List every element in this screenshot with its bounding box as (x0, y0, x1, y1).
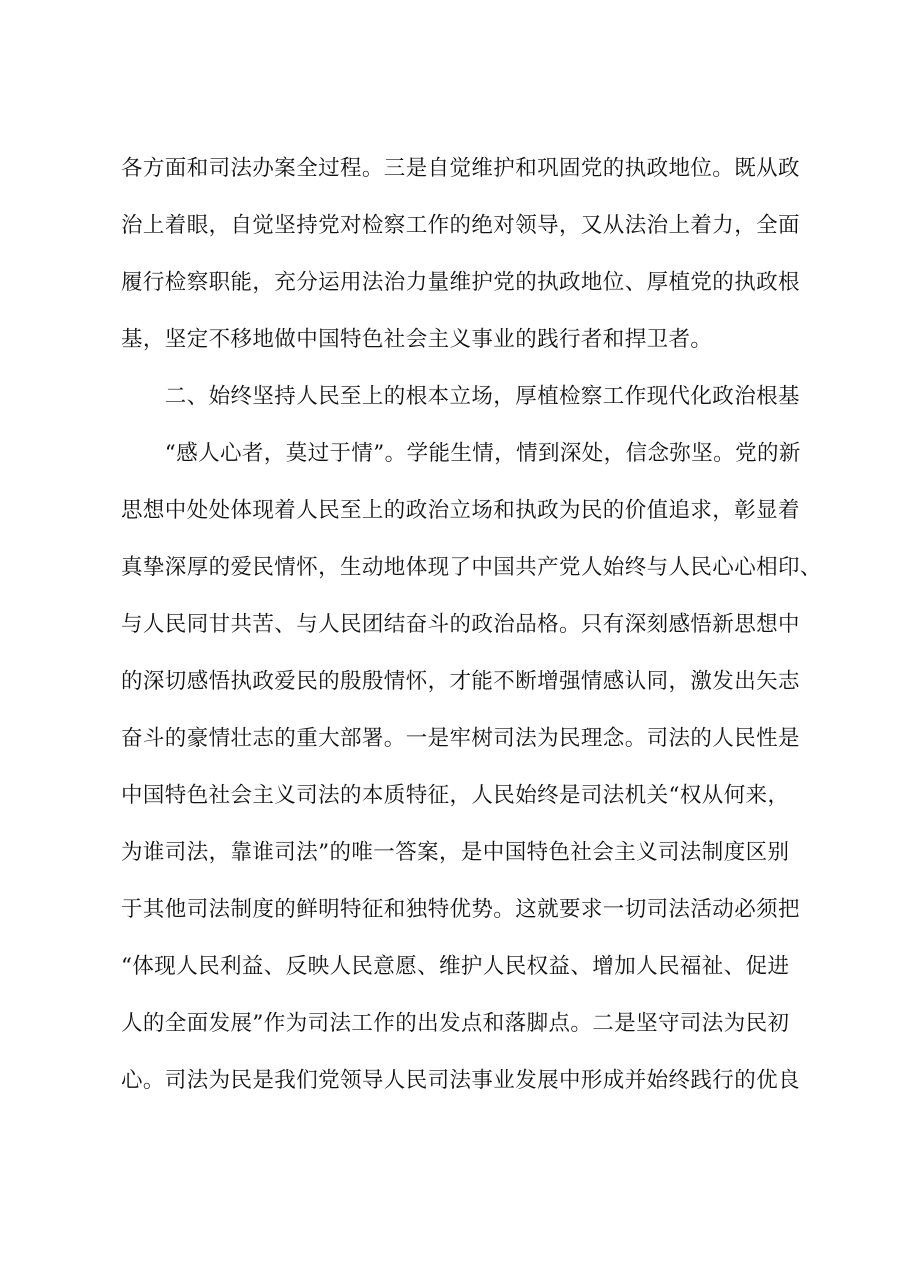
section-heading: 二、始终坚持人民至上的根本立场，厚植检察工作现代化政治根基 (121, 384, 800, 409)
text-line: 的深切感悟执政爱民的殷殷情怀，才能不断增强情感认同，激发出矢志 (121, 669, 800, 694)
text-line: 为谁司法，靠谁司法”的唯一答案，是中国特色社会主义司法制度区别 (121, 840, 790, 865)
text-line: 心。司法为民是我们党领导人民司法事业发展中形成并始终践行的优良 (121, 1068, 800, 1093)
text-line: 于其他司法制度的鲜明特征和独特优势。这就要求一切司法活动必须把 (121, 897, 800, 922)
text-line: 与人民同甘共苦、与人民团结奋斗的政治品格。只有深刻感悟新思想中 (121, 612, 800, 637)
document-body (121, 140, 822, 1109)
text-line: 思想中处处体现着人民至上的政治立场和执政为民的价值追求，彰显着 (121, 498, 800, 523)
text-line: 真挚深厚的爱民情怀，生动地体现了中国共产党人始终与人民心心相印、 (121, 555, 822, 580)
text-line: 奋斗的豪情壮志的重大部署。一是牢树司法为民理念。司法的人民性是 (121, 726, 800, 751)
text-line: 人的全面发展”作为司法工作的出发点和落脚点。二是坚守司法为民初 (121, 1011, 790, 1036)
text-line: 履行检察职能，充分运用法治力量维护党的执政地位、厚植党的执政根 (121, 270, 800, 295)
text-line: 治上着眼，自觉坚持党对检察工作的绝对领导，又从法治上着力，全面 (121, 213, 800, 238)
text-line: 中国特色社会主义司法的本质特征，人民始终是司法机关“权从何来， (121, 783, 790, 808)
text-line: “感人心者，莫过于情”。学能生情，情到深处，信念弥坚。党的新 (121, 441, 801, 466)
text-line: 各方面和司法办案全过程。三是自觉维护和巩固党的执政地位。既从政 (121, 156, 800, 181)
text-line: “体现人民利益、反映人民意愿、维护人民权益、增加人民福祉、促进 (121, 954, 790, 979)
text-line: 基，坚定不移地做中国特色社会主义事业的践行者和捍卫者。 (121, 327, 713, 352)
